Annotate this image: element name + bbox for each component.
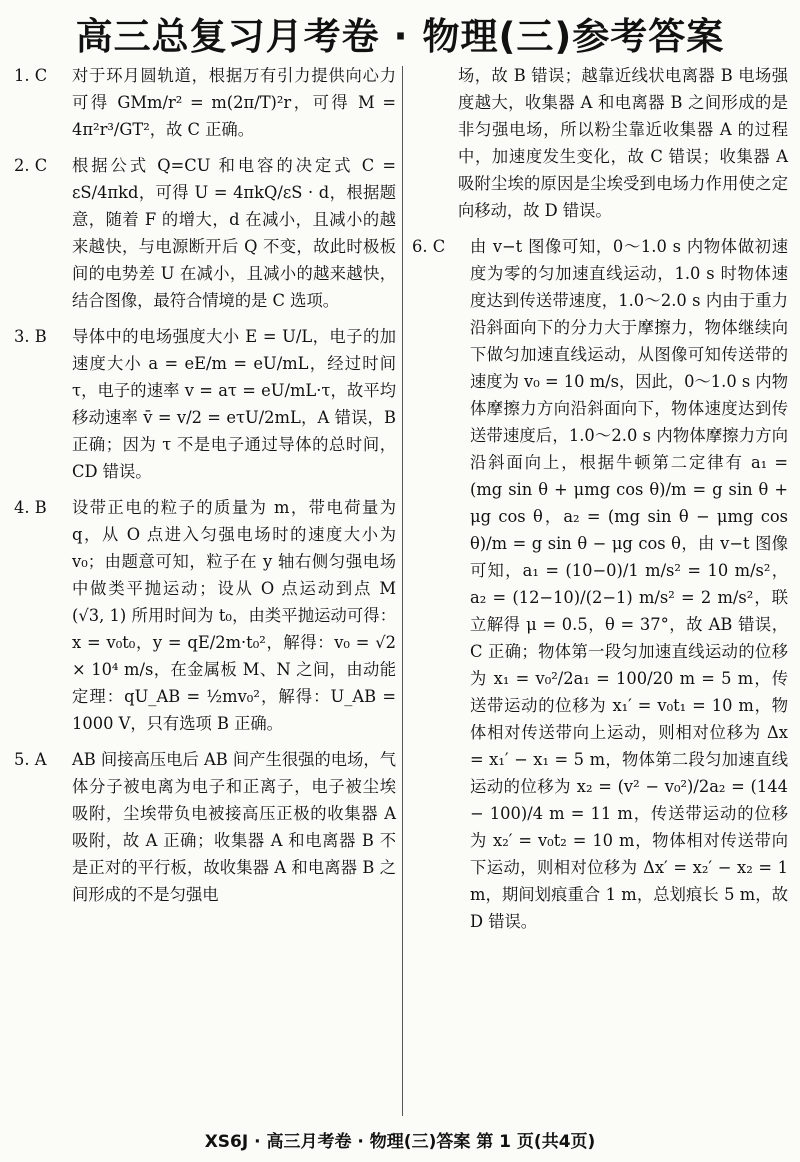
answer-item <box>412 233 788 935</box>
answer-text: AB 间接高压电后 AB 间产生很强的电场，气体分子被电离为电子和正离子，电子被尘埃吸附，尘埃带负电被接高压正极的收集器 A 吸附，故 A 正确；收集器 A 和电离器 B 不是正对的平行板，故收集器 A 和电离器 B 之间形成的不是匀强电 <box>72 750 396 904</box>
answer-number: 1. C <box>14 66 48 85</box>
answer-number: 5. A <box>14 750 47 769</box>
answer-number: 2. C <box>14 156 48 175</box>
page-footer: XS6J · 高三月考卷 · 物理(三)答案 第 1 页(共4页) <box>204 1132 596 1152</box>
answer-item <box>14 152 396 314</box>
left-column <box>14 62 396 917</box>
answer-text: 由 v−t 图像可知，0～1.0 s 内物体做初速度为零的匀加速直线运动，1.0 s 时物体速度达到传送带速度，1.0～2.0 s 内由于重力沿斜面向下的分力大于摩擦力，物体继续向下做匀加速直线运动，从图像可知传送带的速度为 v₀ = 10 m/s，因此，0～1.0 s 内物体摩擦力方向沿斜面向下，物体速度达到传送带速度后，1.0～2.0 s 内物体摩擦力方向沿斜面向上，根据牛顿第二定律有 a₁ = (mg sin θ + μmg cos θ)/m = g sin θ + μg cos θ，a₂ = (mg sin θ − μmg cos θ)/m = g sin θ − μg cos θ，由 v−t 图像可知，a₁ = (10−0)/1 m/s² = 10 m/s²，a₂ = (12−10)/(2−1) m/s² = 2 m/s²，联立解得 μ = 0.5，θ = 37°，故 AB 错误，C 正确；物体第一段匀加速直线运动的位移为 x₁ = v₀²/2a₁ = 100/20 m = 5 m，传送带运动的位移为 x₁′ = v₀t₁ = 10 m，物体相对传送带向上运动，则相对位移为 Δx = x₁′ − x₁ = 5 m，物体第二段匀加速直线运动的位移为 x₂ = (v² − v₀²)/2a₂ = (144 − 100)/4 m = 11 m，传送带运动的位移为 x₂′ = v₀t₂ = 10 m，物体相对传送带向下运动，则相对位移为 Δx′ = x₂′ − x₂ = 1 m，期间划痕重合 1 m，总划痕长 5 m，故 D 错误。 <box>470 237 788 931</box>
answer-item <box>14 746 396 908</box>
answer-text: 场，故 B 错误；越靠近线状电离器 B 电场强度越大，收集器 A 和电离器 B 之间形成的是非匀强电场，所以粉尘靠近收集器 A 的过程中，加速度发生变化，故 C 错误；收集器 A 吸附尘埃的原因是尘埃受到电场力作用使之定向移动，故 D 错误。 <box>458 66 788 220</box>
answer-number: 4. B <box>14 498 47 517</box>
answer-number: 6. C <box>412 237 446 256</box>
answer-item <box>14 323 396 485</box>
column-divider <box>402 66 403 1116</box>
answer-item <box>14 494 396 737</box>
answer-text: 根据公式 Q=CU 和电容的决定式 C = εS/4πkd，可得 U = 4πkQ/εS · d，根据题意，随着 F 的增大，d 在减小，且减小的越来越快，与电源断开后 Q 不变，故此时极板间的电势差 U 在减小，且减小的越来越快，结合图像，最符合情境的是 C 选项。 <box>72 156 396 310</box>
answer-item-continued <box>412 62 788 224</box>
answer-text: 导体中的电场强度大小 E = U/L，电子的加速度大小 a = eE/m = eU/mL，经过时间 τ，电子的速率 v = aτ = eU/mL·τ，故平均移动速率 v̄ = v/2 = eτU/2mL，A 错误，B 正确；因为 τ 不是电子通过导体的总时间，CD 错误。 <box>72 327 396 481</box>
answer-number: 3. B <box>14 327 47 346</box>
right-column <box>412 62 788 944</box>
page-title: 高三总复习月考卷 · 物理(三)参考答案 <box>75 15 725 58</box>
answer-item <box>14 62 396 143</box>
answer-text: 设带正电的粒子的质量为 m，带电荷量为 q，从 O 点进入匀强电场时的速度大小为 v₀；由题意可知，粒子在 y 轴右侧匀强电场中做类平抛运动；设从 O 点运动到点 M (√3, 1) 所用时间为 t₀，由类平抛运动可得：x = v₀t₀，y = qE/2m·t₀²，解得：v₀ = √2 × 10⁴ m/s，在金属板 M、N 之间，由动能定理：qU_AB = ½mv₀²，解得：U_AB = 1000 V，只有选项 B 正确。 <box>72 498 396 733</box>
answer-text: 对于环月圆轨道，根据万有引力提供向心力可得 GMm/r² = m(2π/T)²r，可得 M = 4π²r³/GT²，故 C 正确。 <box>72 66 396 139</box>
